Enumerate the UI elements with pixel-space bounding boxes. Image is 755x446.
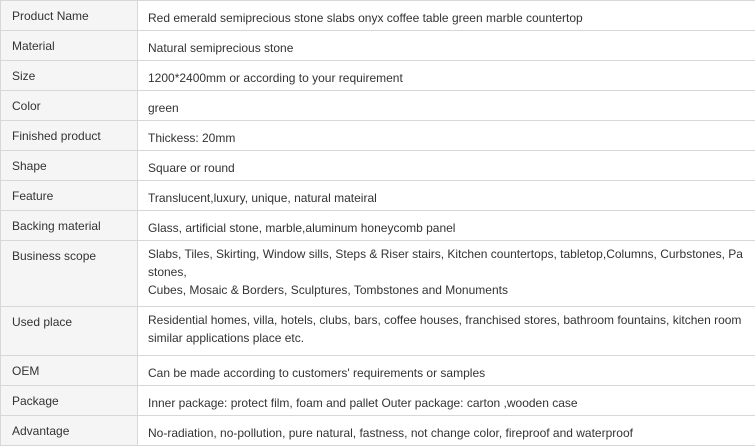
- row-value: green: [148, 101, 179, 115]
- row-label: Finished product: [1, 121, 138, 150]
- row-value: Inner package: protect film, foam and pallet Outer package: carton ,wooden case: [148, 396, 578, 410]
- table-row: [1, 307, 755, 356]
- table-row: [1, 241, 755, 307]
- table-row: [1, 211, 755, 241]
- row-label: Feature: [1, 181, 138, 210]
- row-value: Thickess: 20mm: [148, 131, 236, 145]
- table-row: [1, 91, 755, 121]
- row-value: Natural semiprecious stone: [148, 41, 294, 55]
- row-value: 1200*2400mm or according to your requirement: [148, 71, 403, 85]
- row-value: Slabs, Tiles, Skirting, Window sills, Steps & Riser stairs, Kitchen countertops, tabletop,Columns, Curbstones, Pa stones, Cubes, Mosaic & Borders, Sculptures, Tombstones and Monuments: [148, 247, 743, 297]
- row-label: Shape: [1, 151, 138, 180]
- table-row: [1, 31, 755, 61]
- row-label: Backing material: [1, 211, 138, 240]
- table-row: [1, 386, 755, 416]
- row-label: Advantage: [1, 416, 138, 445]
- table-row: [1, 121, 755, 151]
- table-row: [1, 1, 755, 31]
- row-value: Residential homes, villa, hotels, clubs, bars, coffee houses, franchised stores, bathroom fountains, kitchen room similar applications place etc.: [148, 313, 742, 345]
- row-value: Translucent,luxury, unique, natural mateiral: [148, 191, 377, 205]
- table-row: [1, 416, 755, 446]
- table-row: [1, 61, 755, 91]
- row-label: Material: [1, 31, 138, 60]
- row-label: OEM: [1, 356, 138, 385]
- row-value: Can be made according to customers' requirements or samples: [148, 366, 486, 380]
- row-label: Used place: [1, 307, 138, 355]
- row-label: Size: [1, 61, 138, 90]
- table-row: [1, 356, 755, 386]
- row-label: Business scope: [1, 241, 138, 306]
- row-label: Package: [1, 386, 138, 415]
- row-value: No-radiation, no-pollution, pure natural, fastness, not change color, fireproof and waterproof: [148, 426, 633, 440]
- table-row: [1, 181, 755, 211]
- row-label: Color: [1, 91, 138, 120]
- row-value: Red emerald semiprecious stone slabs onyx coffee table green marble countertop: [148, 11, 583, 25]
- table-row: [1, 151, 755, 181]
- row-value: Square or round: [148, 161, 235, 175]
- row-value: Glass, artificial stone, marble,aluminum honeycomb panel: [148, 221, 456, 235]
- row-label: Product Name: [1, 1, 138, 30]
